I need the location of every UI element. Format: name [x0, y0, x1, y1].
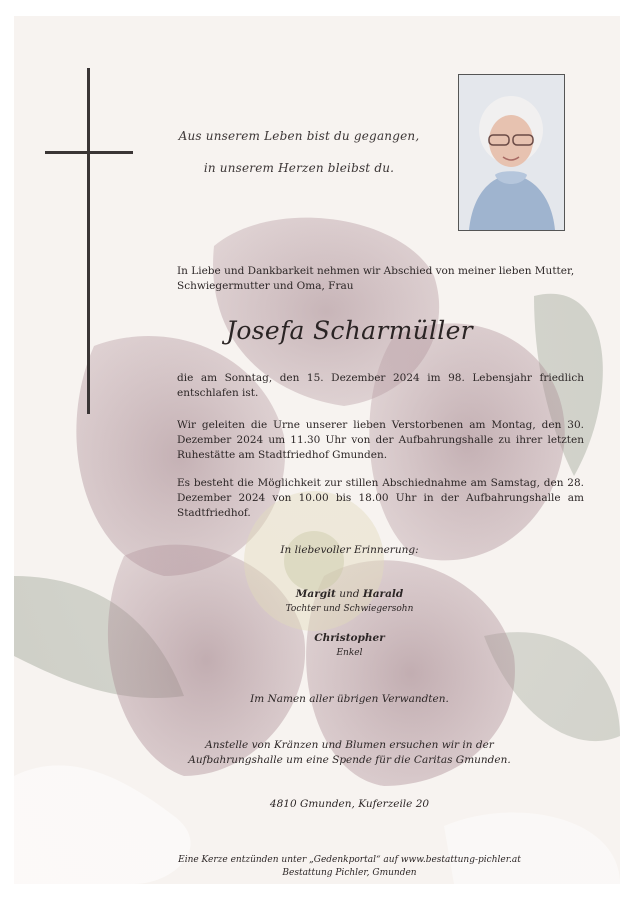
- cross-vertical-bar: [87, 68, 90, 414]
- cross-horizontal-bar: [45, 151, 133, 154]
- memory-heading: In liebevoller Erinnerung:: [280, 544, 419, 556]
- obituary-sheet: [14, 16, 620, 884]
- family-member-name-b: Harald: [362, 588, 404, 600]
- address: 4810 Gmunden, Kuferzeile 20: [269, 798, 430, 810]
- footer-line-2: Bestattung Pichler, Gmunden: [282, 868, 417, 878]
- death-paragraph: die am Sonntag, den 15. Dezember 2024 im 98. Lebensjahr friedlich entschlafen ist.: [177, 372, 584, 399]
- portrait-illustration: [459, 75, 564, 230]
- family-member-role: Tochter und Schwiegersohn: [285, 604, 414, 614]
- portrait-photo: [458, 74, 565, 231]
- family-member-names: [177, 588, 522, 600]
- family-member-joiner: und: [335, 588, 363, 600]
- burial-paragraph: Wir geleiten die Urne unserer lieben Verstorbenen am Montag, den 30. Dezember 2024 um 11.30 Uhr von der Aufbahrungshalle zu ihrer letzten Ruhestätte am Stadtfriedhof Gmunden.: [177, 419, 584, 461]
- grandchild-role: Enkel: [336, 648, 363, 658]
- family-member-name-a: Margit: [295, 588, 336, 600]
- intro-text: In Liebe und Dankbarkeit nehmen wir Abschied von meiner lieben Mutter, Schwiegermutter und Oma, Frau: [177, 265, 575, 292]
- grandchild-name: Christopher: [314, 632, 385, 644]
- farewell-paragraph: Es besteht die Möglichkeit zur stillen Abschiednahme am Samstag, den 28. Dezember 2024 von 10.00 bis 18.00 Uhr in der Aufbahrungshalle am Stadtfriedhof.: [177, 477, 584, 519]
- footer-line-1: Eine Kerze entzünden unter „Gedenkportal“ auf www.bestattung-pichler.at: [178, 855, 521, 865]
- relatives-text: Im Namen aller übrigen Verwandten.: [250, 693, 449, 705]
- verse-line-1: Aus unserem Leben bist du gegangen,: [178, 129, 420, 143]
- donation-text: Anstelle von Kränzen und Blumen ersuchen wir in der Aufbahrungshalle um eine Spende für die Caritas Gmunden.: [188, 739, 511, 766]
- deceased-name: Josefa Scharmüller: [226, 316, 473, 345]
- verse-line-2: in unserem Herzen bleibst du.: [203, 161, 395, 175]
